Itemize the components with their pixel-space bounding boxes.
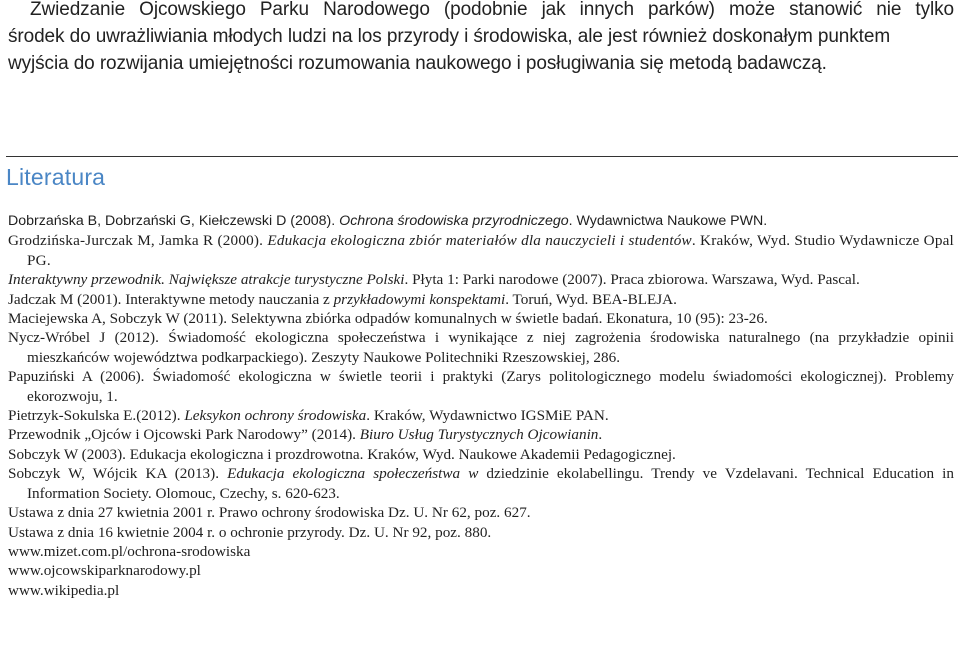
reference-details: . Wydawnictwa Naukowe PWN.: [568, 213, 768, 229]
reference-item: [8, 212, 954, 231]
intro-line-3: wyjścia do rozwijania umiejętności rozumowania naukowego i posługiwania się metodą badawczą.: [8, 53, 827, 74]
reference-item: [8, 309, 954, 328]
reference-title: przykładowymi konspektami: [333, 290, 506, 308]
intro-line-2: środek do uwrażliwiania młodych ludzi na los przyrody i środowiska, ale jest również doskonałym punktem: [8, 26, 891, 47]
intro-paragraph: [8, 0, 954, 77]
reference-list: [8, 212, 954, 600]
reference-item: [8, 231, 954, 270]
section-divider: [6, 156, 958, 157]
reference-details: . Kraków, Wydawnictwo IGSMiE PAN.: [366, 407, 609, 425]
reference-item: [8, 425, 954, 444]
reference-text: Papuziński A (2006). Świadomość ekologiczna w świetle teorii i praktyki (Zarys politologicznego modelu świadomości ekologicznej). Problemy ekorozwoju, 1.: [8, 368, 954, 405]
reference-title: Edukacja ekologiczna społeczeństwa w: [227, 465, 479, 483]
reference-authors: Grodzińska-Jurczak M, Jamka R (2000).: [8, 232, 268, 250]
reference-authors: Pietrzyk-Sokulska E.(2012).: [8, 407, 185, 425]
reference-authors: Jadczak M (2001). Interaktywne metody nauczania z: [8, 290, 334, 308]
reference-details: . Toruń, Wyd. BEA-BLEJA.: [505, 290, 677, 308]
reference-item: [8, 270, 954, 289]
reference-link[interactable]: [8, 581, 954, 600]
reference-link[interactable]: [8, 542, 954, 561]
reference-details: . Płyta 1: Parki narodowe (2007). Praca zbiorowa. Warszawa, Wyd. Pascal.: [404, 271, 860, 289]
reference-title: Biuro Usług Turystycznych Ojcowianin: [359, 426, 599, 444]
literature-heading: Literatura: [6, 164, 106, 190]
reference-item: [8, 290, 954, 309]
reference-text: Sobczyk W (2003). Edukacja ekologiczna i prozdrowotna. Kraków, Wyd. Naukowe Akademii Pedagogicznej.: [8, 445, 676, 463]
reference-details: dziedzinie ekolabellingu. Trendy ve Vzdelavani. Technical Education in Information Society. Olomouc, Czechy, s. 620-623.: [27, 465, 954, 502]
link-text[interactable]: www.mizet.com.pl/ochrona-srodowiska: [8, 542, 251, 560]
reference-title: Leksykon ochrony środowiska: [184, 407, 367, 425]
reference-link[interactable]: [8, 561, 954, 580]
reference-item: [8, 406, 954, 425]
reference-item: [8, 523, 954, 542]
reference-text: Maciejewska A, Sobczyk W (2011). Selektywna zbiórka odpadów komunalnych w świetle badań. Ekonatura, 10 (95): 23-26.: [8, 310, 768, 328]
reference-text: Nycz-Wróbel J (2012). Świadomość ekologiczna społeczeństwa i wynikające z niej zagrożenia środowiska naturalnego (na przykładzie opinii mieszkańców województwa podkarpackiego). Zeszyty Naukowe Politechniki Rzeszowskiej, 286.: [8, 329, 954, 366]
reference-item: [8, 445, 954, 464]
reference-title: Edukacja ekologiczna zbiór materiałów dla nauczycieli i studentów: [267, 232, 692, 250]
reference-item: [8, 367, 954, 406]
reference-title: Interaktywny przewodnik. Największe atrakcje turystyczne Polski: [8, 271, 405, 289]
reference-details: .: [598, 426, 603, 444]
reference-text: Ustawa z dnia 27 kwietnia 2001 r. Prawo ochrony środowiska Dz. U. Nr 62, poz. 627.: [8, 504, 531, 522]
link-text[interactable]: www.ojcowskiparknarodowy.pl: [8, 562, 201, 580]
reference-title: Ochrona środowiska przyrodniczego: [339, 213, 569, 229]
link-text[interactable]: www.wikipedia.pl: [8, 581, 120, 599]
reference-authors: Sobczyk W, Wójcik KA (2013).: [8, 465, 228, 483]
intro-line-1: Zwiedzanie Ojcowskiego Parku Narodowego (podobnie jak innych parków) może stanowić nie tylko: [30, 0, 954, 20]
reference-item: [8, 464, 954, 503]
reference-item: [8, 328, 954, 367]
reference-authors: Dobrzańska B, Dobrzański G, Kiełczewski D (2008).: [8, 213, 340, 229]
reference-details: . Kraków, Wyd. Studio Wydawnicze Opal PG.: [27, 232, 954, 269]
reference-text: Ustawa z dnia 16 kwietnie 2004 r. o ochronie przyrody. Dz. U. Nr 92, poz. 880.: [8, 523, 492, 541]
reference-item: [8, 503, 954, 522]
reference-authors: Przewodnik „Ojców i Ojcowski Park Narodowy” (2014).: [8, 426, 360, 444]
